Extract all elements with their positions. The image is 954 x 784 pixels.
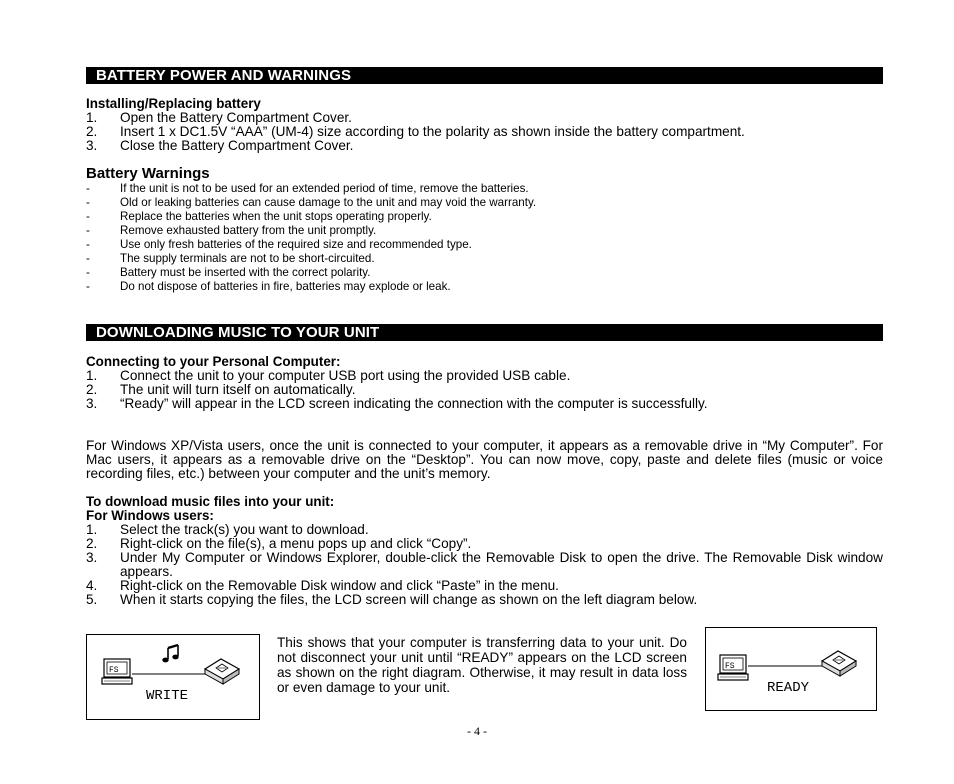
computer-icon <box>718 655 748 680</box>
warning-item-text: The supply terminals are not to be short-circuited. <box>120 252 375 265</box>
install-step-marker: 3. <box>86 138 98 153</box>
pc-screen-label: FS <box>109 666 119 675</box>
warning-item <box>86 210 883 224</box>
download-steps-list <box>86 523 883 607</box>
write-diagram <box>86 634 260 720</box>
warning-item <box>86 266 883 280</box>
install-section <box>86 97 883 153</box>
download-step <box>86 593 883 607</box>
computer-icon <box>102 659 132 684</box>
write-diagram-art <box>87 635 259 719</box>
warning-item <box>86 280 883 294</box>
download-step-text: When it starts copying the files, the LCD screen will change as shown on the left diagram below. <box>120 592 698 607</box>
warning-item-text: Use only fresh batteries of the required size and recommended type. <box>120 238 472 251</box>
warning-item-marker: - <box>86 210 90 223</box>
install-step-text: Open the Battery Compartment Cover. <box>120 110 352 125</box>
warning-item <box>86 196 883 210</box>
warning-item-text: Replace the batteries when the unit stops operating properly. <box>120 210 432 223</box>
music-note-icon <box>162 645 178 662</box>
install-step <box>86 139 883 153</box>
warning-item <box>86 252 883 266</box>
download-step <box>86 523 883 537</box>
device-icon <box>822 651 856 676</box>
connect-step-marker: 3. <box>86 396 98 411</box>
download-section <box>86 495 883 607</box>
connect-heading: Connecting to your Personal Computer: <box>86 354 341 369</box>
install-steps-list <box>86 111 883 153</box>
warning-item <box>86 238 883 252</box>
warnings-heading: Battery Warnings <box>86 165 210 182</box>
warning-item <box>86 182 883 196</box>
connect-step <box>86 383 883 397</box>
ready-label: READY <box>767 680 810 696</box>
ready-diagram <box>705 627 877 711</box>
download-step <box>86 551 883 579</box>
install-heading: Installing/Replacing battery <box>86 96 261 111</box>
download-step-marker: 3. <box>86 550 98 565</box>
warning-item-marker: - <box>86 238 90 251</box>
download-step-text: Under My Computer or Windows Explorer, double-click the Removable Disk to open the drive. The Removable Disk window appears. <box>120 550 883 579</box>
warning-item-marker: - <box>86 182 90 195</box>
warning-item-marker: - <box>86 266 90 279</box>
diagram-caption: This shows that your computer is transferring data to your unit. Do not disconnect your unit until “READY” appears on the LCD screen as shown on the right diagram. Otherwise, it may result in data loss or even damage to your unit. <box>277 635 687 695</box>
download-step-marker: 2. <box>86 536 98 551</box>
page-number: - 4 - <box>467 724 487 738</box>
install-step <box>86 125 883 139</box>
download-step-marker: 5. <box>86 592 98 607</box>
install-step-marker: 1. <box>86 110 98 125</box>
intro-paragraph: For Windows XP/Vista users, once the unit is connected to your computer, it appears as a removable drive in “My Computer”. For Mac users, it appears as a removable drive on the “Desktop”. You can now move, copy, paste and delete files (music or voice recording files, etc.) between your computer and the unit’s memory. <box>86 438 883 481</box>
connect-section <box>86 355 883 411</box>
section-heading-downloading: DOWNLOADING MUSIC TO YOUR UNIT <box>86 324 883 341</box>
connect-step-marker: 2. <box>86 382 98 397</box>
download-step <box>86 537 883 551</box>
warning-item-text: If the unit is not to be used for an extended period of time, remove the batteries. <box>120 182 529 195</box>
install-step <box>86 111 883 125</box>
download-heading: To download music files into your unit: <box>86 494 335 509</box>
warning-item-marker: - <box>86 280 90 293</box>
section-heading-battery: BATTERY POWER AND WARNINGS <box>86 67 883 84</box>
warning-item <box>86 224 883 238</box>
device-icon <box>205 659 239 684</box>
connect-step-text: Connect the unit to your computer USB port using the provided USB cable. <box>120 368 571 383</box>
warning-item-marker: - <box>86 252 90 265</box>
warning-item-text: Old or leaking batteries can cause damage to the unit and may void the warranty. <box>120 196 537 209</box>
warning-item-text: Battery must be inserted with the correct polarity. <box>120 266 371 279</box>
download-step-text: Right-click on the Removable Disk window and click “Paste” in the menu. <box>120 578 559 593</box>
install-step-text: Insert 1 x DC1.5V “AAA” (UM-4) size according to the polarity as shown inside the battery compartment. <box>120 124 745 139</box>
connect-step-marker: 1. <box>86 368 98 383</box>
download-step-text: Select the track(s) you want to download. <box>120 522 369 537</box>
install-step-marker: 2. <box>86 124 98 139</box>
warning-item-text: Remove exhausted battery from the unit promptly. <box>120 224 377 237</box>
pc-screen-label: FS <box>725 662 735 671</box>
connect-step <box>86 397 883 411</box>
warnings-list <box>86 182 883 294</box>
windows-heading: For Windows users: <box>86 508 214 523</box>
install-step-text: Close the Battery Compartment Cover. <box>120 138 354 153</box>
download-step-text: Right-click on the file(s), a menu pops up and click “Copy”. <box>120 536 472 551</box>
warning-item-marker: - <box>86 224 90 237</box>
download-step-marker: 1. <box>86 522 98 537</box>
connect-step-text: The unit will turn itself on automatically. <box>120 382 356 397</box>
warnings-section <box>86 166 883 294</box>
connect-step <box>86 369 883 383</box>
warning-item-marker: - <box>86 196 90 209</box>
download-step-marker: 4. <box>86 578 98 593</box>
connect-step-text: “Ready” will appear in the LCD screen indicating the connection with the computer is successfully. <box>120 396 708 411</box>
write-label: WRITE <box>146 688 189 704</box>
connect-steps-list <box>86 369 883 411</box>
ready-diagram-art <box>706 628 876 710</box>
download-step <box>86 579 883 593</box>
warning-item-text: Do not dispose of batteries in fire, batteries may explode or leak. <box>120 280 451 293</box>
